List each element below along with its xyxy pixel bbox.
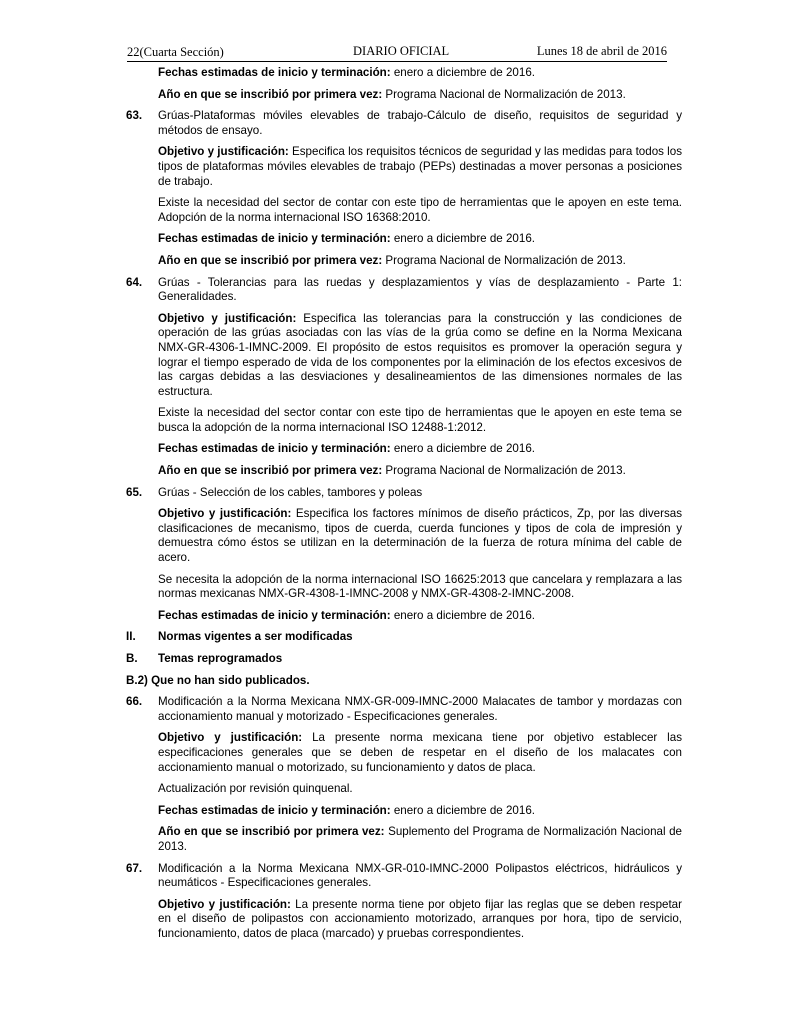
- objetivo-text: Especifica los requisitos técnicos de seguridad y las medidas para todos los tipos de plataformas móviles elevables de trabajo (PEPs) destinadas a mover personas a posiciones de trabajo.: [158, 145, 682, 188]
- section-heading: [126, 652, 682, 667]
- fechas-paragraph: [158, 232, 682, 247]
- objetivo-paragraph: [158, 507, 682, 565]
- objetivo-paragraph: [158, 145, 682, 189]
- fechas-paragraph: [158, 66, 682, 81]
- anio-value: Suplemento del Programa de Normalización Nacional de 2013.: [158, 825, 683, 853]
- list-item: [126, 109, 682, 138]
- note-paragraph: Existe la necesidad del sector de contar con este tipo de herramientas que le apoyen en este tema. Adopción de la norma internacional ISO 16368:2010.: [158, 196, 682, 224]
- anio-label: Año en que se inscribió por primera vez:: [158, 825, 385, 839]
- objetivo-text: Especifica los factores mínimos de diseño prácticos, Zp, por las diversas clasificaciones de mecanismo, tipos de cuerda, cuerda funciones y tipos de cola de impresión y demuestra cómo éstos se utilizan en la determinación de la fuerza de rotura mínima del cable de acero.: [158, 507, 683, 565]
- objetivo-text: La presente norma tiene por objeto fijar las reglas que se deben respetar en el diseño de polipastos con accionamiento motorizado, arranques por hora, tipo de servicio, funcionamiento, datos de placa (marcado) y pruebas correspondientes.: [158, 897, 682, 940]
- objetivo-paragraph: [158, 312, 682, 400]
- item-title: Grúas - Tolerancias para las ruedas y desplazamientos y vías de desplazamiento - Parte 1: Generalidades.: [158, 275, 682, 304]
- item-title: Grúas-Plataformas móviles elevables de trabajo-Cálculo de diseño, requisitos de seguridad y métodos de ensayo.: [158, 109, 682, 137]
- fechas-value: enero a diciembre de 2016.: [390, 66, 535, 79]
- fechas-paragraph: [158, 609, 682, 624]
- document-body: [126, 66, 682, 949]
- anio-value: Programa Nacional de Normalización de 2013.: [382, 87, 626, 101]
- anio-label: Año en que se inscribió por primera vez:: [158, 87, 383, 101]
- objetivo-label: Objetivo y justificación:: [158, 145, 289, 159]
- anio-paragraph: [158, 88, 682, 103]
- objetivo-text: La presente norma mexicana tiene por objetivo establecer las especificaciones generales que se deben de respetar en el diseño de los malacates con accionamiento manual o motorizado, su funcionamiento y datos de placa.: [158, 731, 682, 774]
- publication-date: Lunes 18 de abril de 2016: [536, 44, 667, 58]
- section-number: II.: [126, 630, 136, 644]
- item-title: Grúas - Selección de los cables, tambores y poleas: [158, 485, 423, 499]
- fechas-label: Fechas estimadas de inicio y terminación:: [158, 442, 391, 456]
- objetivo-paragraph: [158, 898, 682, 942]
- fechas-label: Fechas estimadas de inicio y terminación:: [158, 803, 391, 817]
- list-item: [126, 862, 682, 891]
- section-number: B.: [126, 652, 138, 665]
- fechas-label: Fechas estimadas de inicio y terminación:: [158, 66, 391, 79]
- fechas-label: Fechas estimadas de inicio y terminación:: [158, 232, 391, 246]
- page-header: [127, 43, 667, 62]
- fechas-value: enero a diciembre de 2016.: [390, 442, 535, 456]
- page-number: 22: [127, 45, 140, 59]
- fechas-paragraph: [158, 442, 682, 457]
- anio-paragraph: [158, 825, 682, 854]
- fechas-value: enero a diciembre de 2016.: [390, 232, 535, 246]
- item-title: Modificación a la Norma Mexicana NMX-GR-010-IMNC-2000 Polipastos eléctricos, hidráulicos y neumáticos - Especificaciones generales.: [158, 861, 682, 890]
- anio-value: Programa Nacional de Normalización de 2013.: [382, 253, 626, 267]
- item-title: Modificación a la Norma Mexicana NMX-GR-009-IMNC-2000 Malacates de tambor y mordazas con accionamiento manual y motorizado - Especificaciones generales.: [158, 695, 682, 723]
- item-number: 67.: [126, 861, 143, 875]
- note-paragraph: Se necesita la adopción de la norma internacional ISO 16625:2013 que cancelara y remplazara a las normas mexicanas NMX-GR-4308-1-IMNC-2008 y NMX-GR-4308-2-IMNC-2008.: [158, 572, 682, 601]
- section-title: Temas reprogramados: [158, 652, 283, 665]
- item-number: 65.: [126, 485, 143, 499]
- note-paragraph: Actualización por revisión quinquenal.: [158, 782, 353, 796]
- header-page-section: [127, 44, 224, 59]
- fechas-label: Fechas estimadas de inicio y terminación:: [158, 608, 391, 622]
- section-label: (Cuarta Sección): [139, 45, 224, 59]
- objetivo-paragraph: [158, 731, 682, 775]
- item-number: 64.: [126, 275, 143, 289]
- fechas-value: enero a diciembre de 2016.: [390, 608, 535, 622]
- anio-label: Año en que se inscribió por primera vez:: [158, 464, 383, 478]
- objetivo-label: Objetivo y justificación:: [158, 311, 297, 325]
- section-title: Normas vigentes a ser modificadas: [158, 630, 353, 644]
- item-number: 63.: [126, 109, 143, 123]
- list-item: [126, 486, 682, 501]
- section-heading: [126, 630, 682, 645]
- subsection-heading: B.2) Que no han sido publicados.: [126, 673, 310, 687]
- list-item: [126, 695, 682, 724]
- anio-label: Año en que se inscribió por primera vez:: [158, 253, 383, 267]
- list-item: [126, 276, 682, 305]
- item-number: 66.: [126, 695, 143, 709]
- note-paragraph: Existe la necesidad del sector contar con este tipo de herramientas que le apoyen en este tema se busca la adopción de la norma internacional ISO 12488-1:2012.: [158, 406, 682, 434]
- objetivo-label: Objetivo y justificación:: [158, 731, 303, 745]
- publication-title: DIARIO OFICIAL: [353, 44, 450, 58]
- fechas-value: enero a diciembre de 2016.: [390, 803, 535, 817]
- fechas-paragraph: [158, 804, 682, 819]
- objetivo-text: Especifica las tolerancias para la construcción y las condiciones de operación de las grúas asociadas con las vías de la grúa como se define en la Norma Mexicana NMX-GR-4306-1-IMNC-2009. El propósito de estos requisitos es promover la operación segura y lograr el tiempo esperado de vida de los componentes por la eliminación de los efectos excesivos de las cargas debidas a las desviaciones y desalineamientos de las dimensiones normales de las estructura.: [158, 311, 682, 398]
- anio-paragraph: [158, 464, 682, 479]
- objetivo-label: Objetivo y justificación:: [158, 897, 291, 911]
- objetivo-label: Objetivo y justificación:: [158, 507, 292, 521]
- anio-paragraph: [158, 254, 682, 269]
- anio-value: Programa Nacional de Normalización de 2013.: [382, 464, 626, 478]
